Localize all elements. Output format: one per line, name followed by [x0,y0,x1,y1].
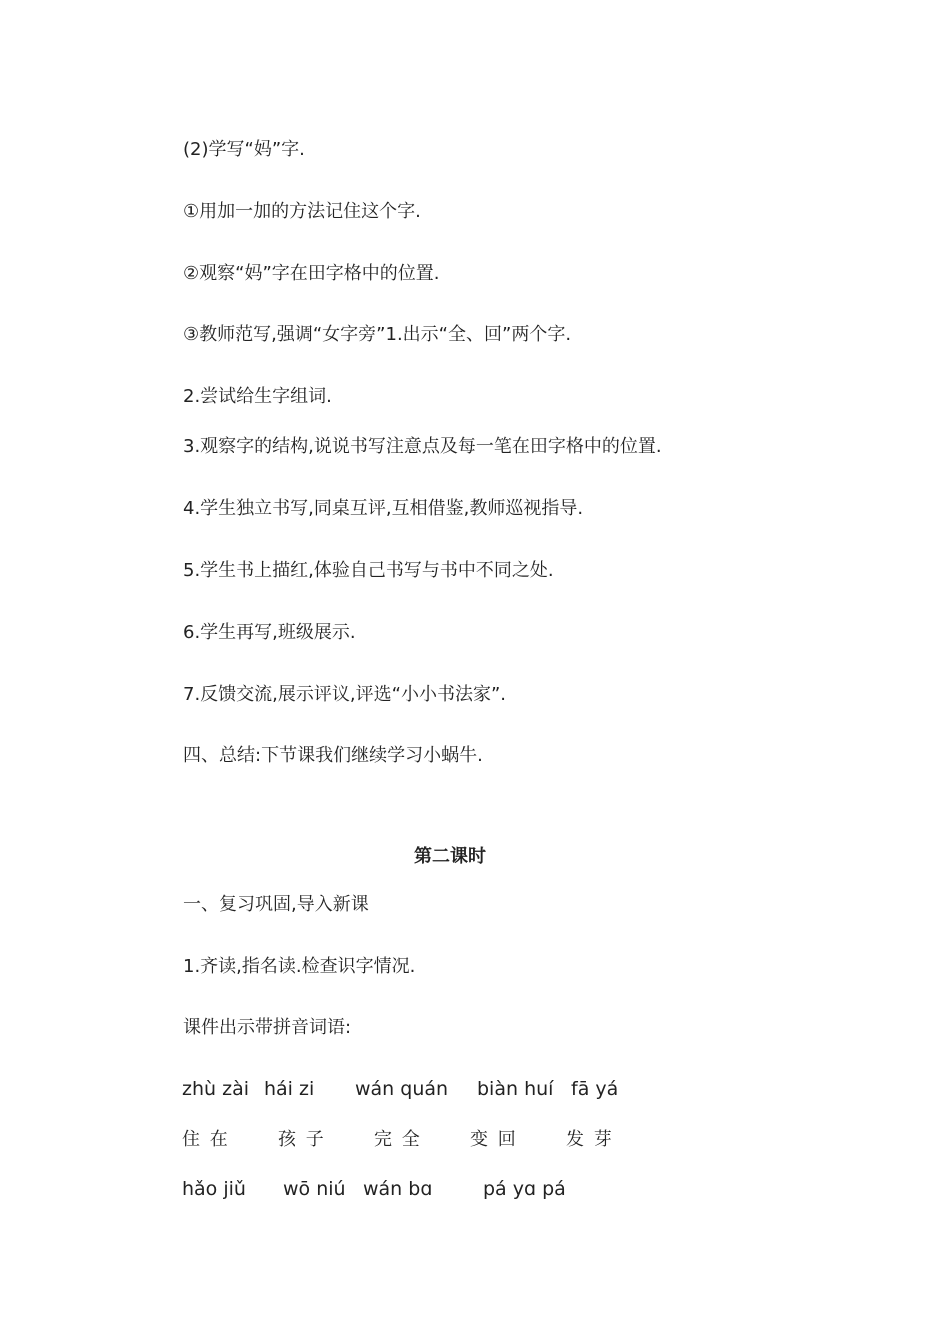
paragraph-5: 2.尝试给生字组词. [183,386,332,407]
section-paragraph-2: 1.齐读,指名读.检查识字情况. [183,956,416,977]
paragraph-4: ③教师范写,强调“女字旁”1.出示“全、回”两个字. [183,324,572,345]
pinyin-word: hái zi [264,1078,315,1100]
paragraph-10: 7.反馈交流,展示评议,评选“小小书法家”. [183,684,506,705]
paragraph-6: 3.观察字的结构,说说书写注意点及每一笔在田字格中的位置. [183,436,662,457]
pinyin-word: pá yɑ pá [483,1178,566,1200]
hanzi-word: 完 全 [374,1129,422,1150]
pinyin-word: zhù zài [182,1078,249,1100]
hanzi-word: 孩 子 [278,1129,326,1150]
paragraph-11: 四、总结:下节课我们继续学习小蜗牛. [183,745,483,766]
section-title: 第二课时 [414,846,486,867]
pinyin-word: wō niú [283,1178,346,1200]
hanzi-word: 变 回 [470,1129,518,1150]
section-paragraph-3: 课件出示带拼音词语: [183,1017,352,1038]
section-paragraph-1: 一、复习巩固,导入新课 [183,894,369,915]
pinyin-word: biàn huí [477,1078,554,1100]
paragraph-2: ①用加一加的方法记住这个字. [183,201,421,222]
pinyin-word: wán quán [355,1078,449,1100]
paragraph-1: (2)学写“妈”字. [183,139,305,160]
paragraph-8: 5.学生书上描红,体验自己书写与书中不同之处. [183,560,554,581]
hanzi-word: 住 在 [182,1129,230,1150]
hanzi-word: 发 芽 [566,1129,614,1150]
pinyin-word: fā yá [571,1078,619,1100]
paragraph-3: ②观察“妈”字在田字格中的位置. [183,263,440,284]
paragraph-7: 4.学生独立书写,同桌互评,互相借鉴,教师巡视指导. [183,498,584,519]
pinyin-word: wán bɑ [363,1178,433,1200]
paragraph-9: 6.学生再写,班级展示. [183,622,356,643]
pinyin-word: hǎo jiǔ [182,1178,246,1200]
